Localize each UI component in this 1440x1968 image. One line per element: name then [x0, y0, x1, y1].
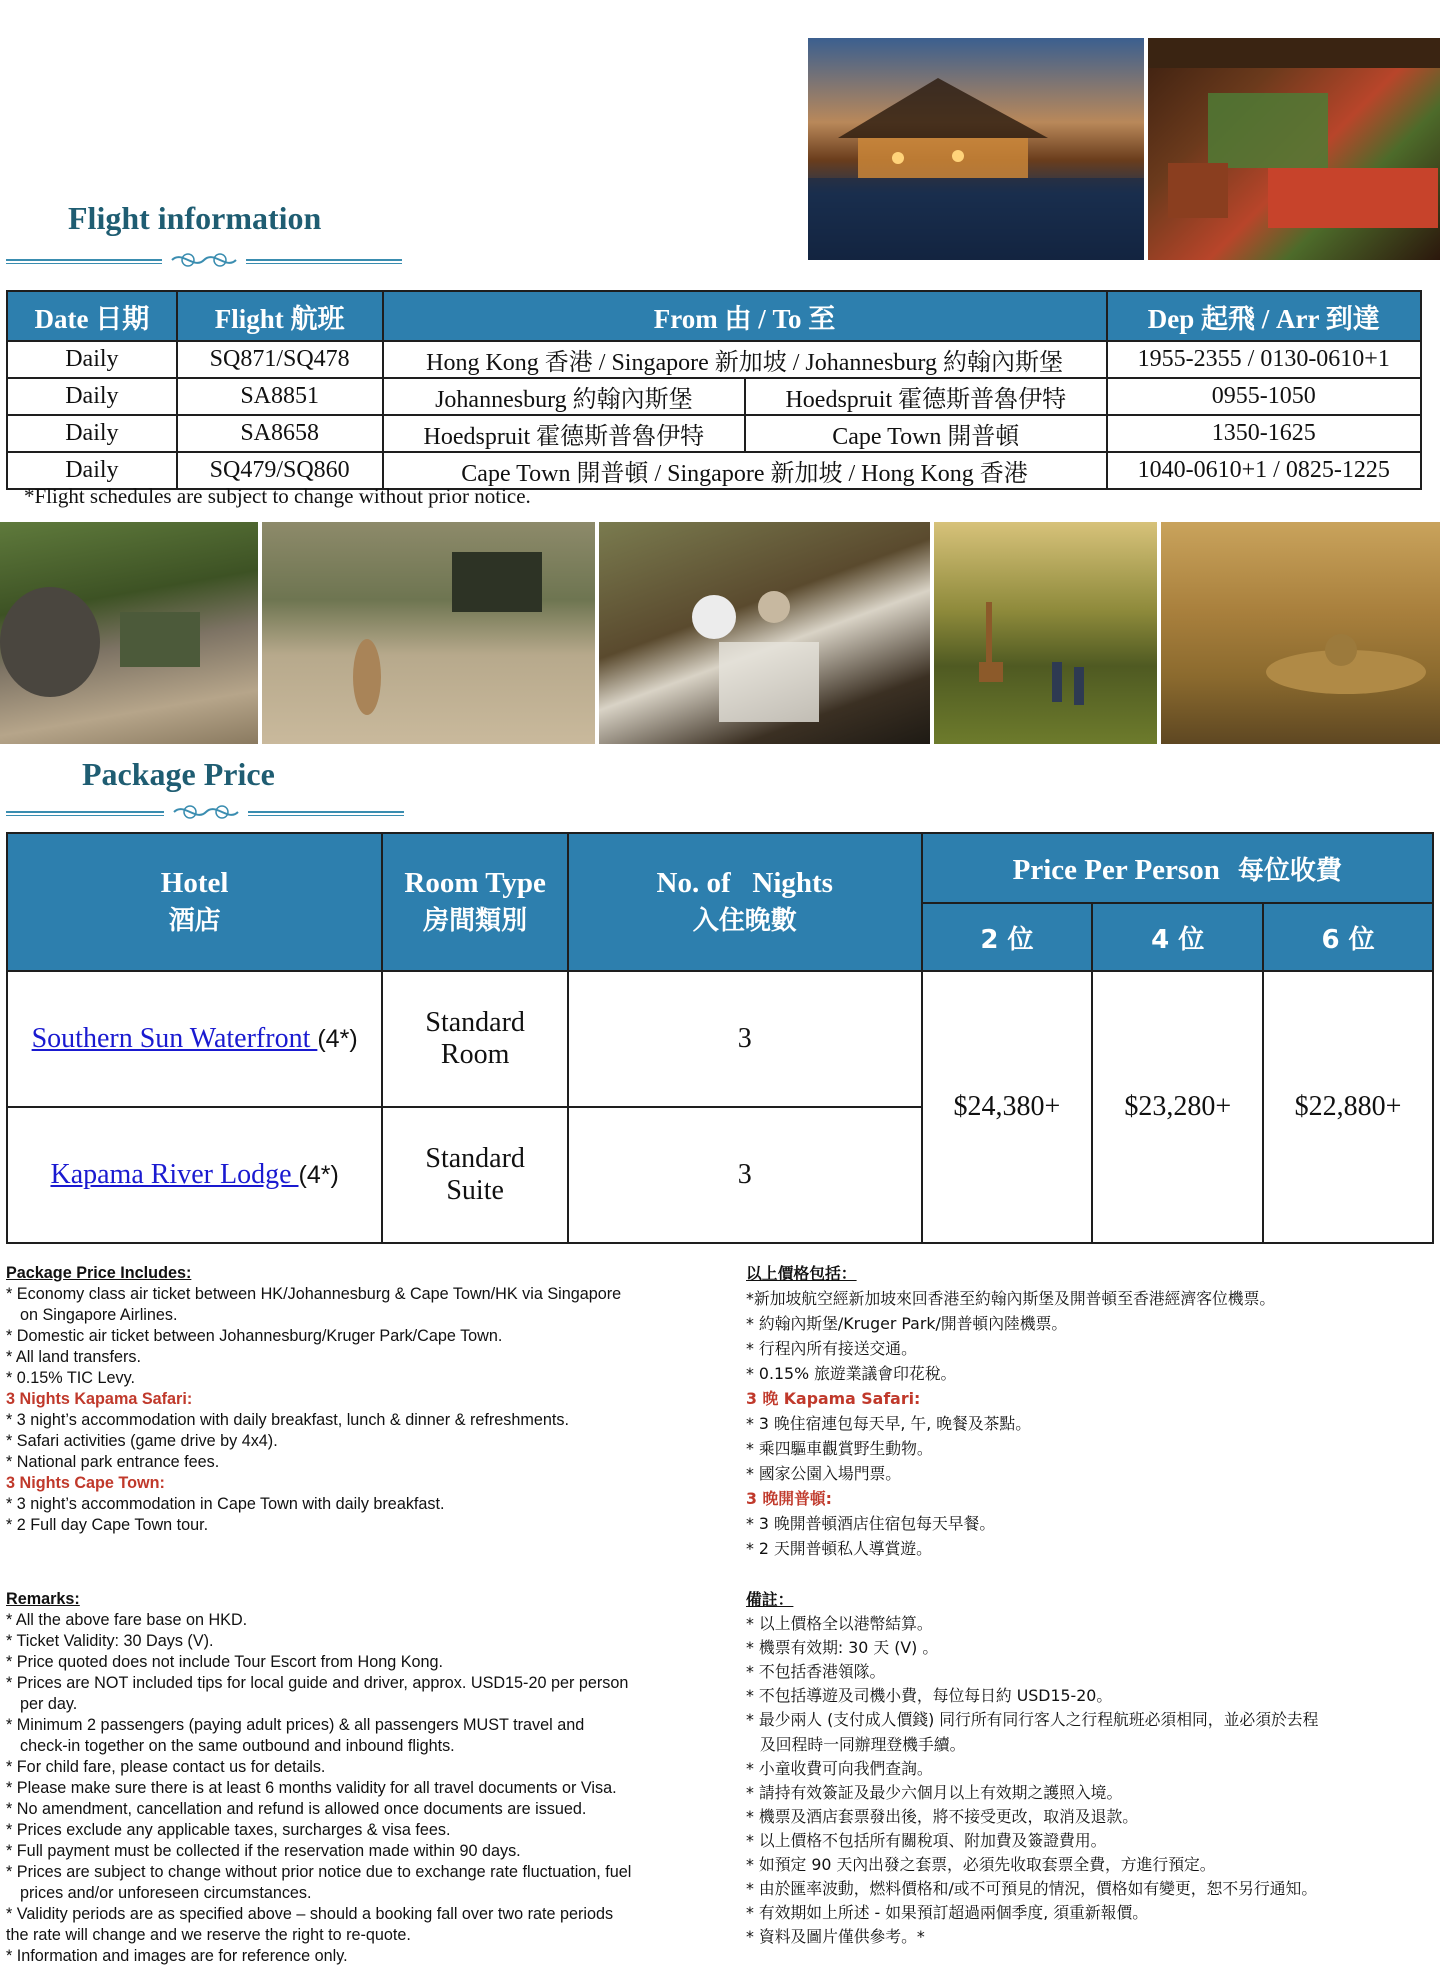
includes-en-line: * 3 night’s accommodation with daily breakfast, lunch & dinner & refreshments. — [6, 1411, 569, 1429]
package-title-divider — [6, 800, 404, 824]
hotel-cell — [7, 1107, 382, 1243]
header-date: Date 日期 — [7, 291, 177, 341]
remark-cn-line: * 機票及酒店套票發出後，將不接受更改，取消及退款。 — [746, 1806, 1139, 1826]
header-nights-en: No. of Nights — [656, 867, 833, 899]
remarks-cn-heading: 備註： — [746, 1590, 794, 1609]
header-flight: Flight 航班 — [177, 291, 383, 341]
cape-cn-heading: 3 晚開普頓: — [746, 1489, 832, 1508]
includes-cn-line: * 行程內所有接送交通。 — [746, 1339, 917, 1358]
hotel-rating: (4*) — [298, 1161, 339, 1189]
package-price-table — [6, 832, 1434, 1244]
hotel-row — [7, 971, 1433, 1107]
price-4-pax: $23,280+ — [1092, 971, 1263, 1243]
includes-cn-heading: 以上價格包括： — [746, 1264, 857, 1283]
flight-from: Hoedspruit 霍德斯普魯伊特 — [383, 415, 745, 452]
room-type-cell — [382, 971, 568, 1107]
header-price-cn: 每位收費 — [1237, 855, 1342, 886]
includes-en-line: * Domestic air ticket between Johannesburg/Kruger Park/Cape Town. — [6, 1327, 503, 1345]
room-type-cell — [382, 1107, 568, 1243]
header-room-cn: 房間類別 — [423, 906, 528, 936]
remark-cn-line: * 機票有效期: 30 天 (V) 。 — [746, 1638, 939, 1658]
remarks-en-heading: Remarks: — [6, 1590, 80, 1608]
giraffe-walk-photo — [934, 522, 1157, 744]
price-6-pax: $22,880+ — [1263, 971, 1433, 1243]
lodge-room-photo — [1148, 38, 1440, 260]
remark-en-line: * All the above fare base on HKD. — [6, 1611, 248, 1629]
flight-schedule-note: *Flight schedules are subject to change without prior notice. — [24, 484, 531, 508]
lion-road-photo — [262, 522, 595, 744]
includes-en-line: * All land transfers. — [6, 1348, 141, 1366]
elephant-game-drive-photo — [0, 522, 258, 744]
includes-en-line: * Economy class air ticket between HK/Johannesburg & Cape Town/HK via Singapore — [6, 1285, 622, 1303]
header-nights — [568, 833, 921, 971]
remark-cn-line: * 最少兩人 (支付成人價錢) 同行所有同行客人之行程航班必須相同，並必須於去程 — [746, 1710, 1319, 1730]
header-pax-2: 2 位 — [922, 903, 1093, 971]
remark-en-line: * Please make sure there is at least 6 months validity for all travel documents or Visa. — [6, 1779, 617, 1797]
remark-cn-line: * 不包括香港領隊。 — [746, 1662, 886, 1682]
leopard-grass-photo — [1161, 522, 1440, 744]
room-type-line1: Standard — [425, 1007, 525, 1038]
remark-en-line: * No amendment, cancellation and refund is allowed once documents are issued. — [6, 1800, 587, 1818]
nights-cell: 3 — [568, 971, 921, 1107]
flight-route: Cape Town 開普頓 / Singapore 新加坡 / Hong Kong 香港 — [383, 452, 1107, 489]
remark-en-line: * Prices are subject to change without prior notice due to exchange rate fluctuation, fuel — [6, 1863, 632, 1881]
remark-en-line: * For child fare, please contact us for details. — [6, 1758, 326, 1776]
includes-en-line: * 3 night’s accommodation in Cape Town with daily breakfast. — [6, 1495, 445, 1513]
includes-en-line: * 2 Full day Cape Town tour. — [6, 1516, 209, 1534]
flight-row — [7, 341, 1421, 378]
remark-en-line: * Prices exclude any applicable taxes, surcharges & visa fees. — [6, 1821, 451, 1839]
flight-number: SA8851 — [177, 378, 383, 415]
price-2-pax: $24,380+ — [922, 971, 1093, 1243]
flight-row — [7, 378, 1421, 415]
includes-cn-line: * 國家公園入場門票。 — [746, 1464, 902, 1483]
hotel-link-kapama-river-lodge[interactable]: Kapama River Lodge — [50, 1159, 299, 1190]
flight-time: 1955-2355 / 0130-0610+1 — [1107, 341, 1421, 378]
header-time: Dep 起飛 / Arr 到達 — [1107, 291, 1421, 341]
remark-en-line: * Validity periods are as specified above – should a booking fall over two rate periods — [6, 1905, 614, 1923]
remark-cn-line: * 請持有效簽証及最少六個月以上有效期之護照入境。 — [746, 1782, 1123, 1802]
flight-header-row — [7, 291, 1421, 341]
safari-en-heading: 3 Nights Kapama Safari: — [6, 1390, 193, 1408]
includes-cn-line: *新加坡航空經新加坡來回香港至約翰內斯堡及開普頓至香港經濟客位機票。 — [746, 1289, 1276, 1308]
header-pax-4: 4 位 — [1092, 903, 1263, 971]
remark-en-line: the rate will change and we reserve the right to re-quote. — [6, 1926, 411, 1944]
header-pax-6: 6 位 — [1263, 903, 1433, 971]
safari-cn-heading: 3 晚 Kapama Safari: — [746, 1389, 921, 1408]
remark-cn-line: * 如預定 90 天內出發之套票，必須先收取套票全費，方進行預定。 — [746, 1855, 1216, 1875]
lodge-pool-photo — [808, 38, 1144, 260]
flight-row — [7, 415, 1421, 452]
remark-en-line: * Ticket Validity: 30 Days (V). — [6, 1632, 214, 1650]
remark-cn-line: * 以上價格不包括所有關稅項、附加費及簽證費用。 — [746, 1830, 1107, 1850]
includes-cn-line: * 3 晚開普頓酒店住宿包每天早餐。 — [746, 1514, 996, 1533]
includes-cn-block — [746, 1261, 1436, 1561]
flight-time: 1350-1625 — [1107, 415, 1421, 452]
room-type-line2: Room — [440, 1039, 510, 1070]
remark-en-line: * Price quoted does not include Tour Escort from Hong Kong. — [6, 1653, 444, 1671]
flight-number: SA8658 — [177, 415, 383, 452]
package-section-title: Package Price — [82, 756, 275, 792]
remark-cn-line: 及回程時一同辦理登機手續。 — [760, 1734, 966, 1754]
remarks-cn-block — [746, 1588, 1436, 1949]
flight-to: Hoedspruit 霍德斯普魯伊特 — [745, 378, 1106, 415]
remark-en-line: check-in together on the same outbound and inbound flights. — [20, 1737, 455, 1755]
includes-cn-line: * 3 晚住宿連包每天早, 午, 晚餐及茶點。 — [746, 1414, 1032, 1433]
header-hotel-en: Hotel — [160, 867, 229, 899]
remark-cn-line: * 有效期如上所述 - 如果預訂超過兩個季度, 須重新報價。 — [746, 1903, 1149, 1923]
remark-en-line: per day. — [20, 1695, 78, 1713]
hotel-rating: (4*) — [317, 1025, 358, 1053]
includes-en-line: * National park entrance fees. — [6, 1453, 220, 1471]
header-hotel — [7, 833, 382, 971]
flight-to: Cape Town 開普頓 — [745, 415, 1106, 452]
includes-cn-line: * 乘四驅車觀賞野生動物。 — [746, 1439, 933, 1458]
flight-time: 0955-1050 — [1107, 378, 1421, 415]
flight-date: Daily — [7, 341, 177, 378]
remark-cn-line: * 由於匯率波動，燃料價格和/或不可預見的情況，價格如有變更，恕不另行通知。 — [746, 1879, 1318, 1899]
room-type-line1: Standard — [425, 1143, 525, 1174]
remark-en-line: * Full payment must be collected if the reservation made within 90 days. — [6, 1842, 521, 1860]
remark-cn-line: * 小童收費可向我們查詢。 — [746, 1758, 933, 1778]
includes-en-block — [6, 1263, 726, 1536]
flight-date: Daily — [7, 378, 177, 415]
flight-date: Daily — [7, 415, 177, 452]
cape-en-heading: 3 Nights Cape Town: — [6, 1474, 165, 1492]
guests-game-drive-photo — [599, 522, 930, 744]
includes-en-line: * 0.15% TIC Levy. — [6, 1369, 135, 1387]
price-header-row — [7, 833, 1433, 903]
includes-en-line: * Safari activities (game drive by 4x4). — [6, 1432, 278, 1450]
flight-number: SQ479/SQ860 — [177, 452, 383, 489]
flight-date: Daily — [7, 452, 177, 489]
remarks-en-block — [6, 1589, 726, 1967]
includes-en-line: on Singapore Airlines. — [20, 1306, 178, 1324]
header-nights-cn: 入住晚數 — [692, 906, 797, 936]
includes-cn-line: * 2 天開普頓私人導賞遊。 — [746, 1539, 932, 1558]
room-type-line2: Suite — [446, 1175, 504, 1206]
hotel-cell — [7, 971, 382, 1107]
flight-route: Hong Kong 香港 / Singapore 新加坡 / Johannesburg 約翰內斯堡 — [383, 341, 1107, 378]
remark-cn-line: * 不包括導遊及司機小費，每位每日約 USD15-20。 — [746, 1686, 1113, 1706]
header-price-per-person — [922, 833, 1434, 903]
remark-en-line: * Prices are NOT included tips for local guide and driver, approx. USD15-20 per person — [6, 1674, 629, 1692]
nights-cell: 3 — [568, 1107, 921, 1243]
flight-section-title: Flight information — [68, 200, 322, 236]
header-room-type — [382, 833, 568, 971]
header-room-en: Room Type — [404, 867, 546, 899]
flight-title-divider — [6, 248, 402, 272]
header-route: From 由 / To 至 — [383, 291, 1107, 341]
header-price-en: Price Per Person — [1012, 853, 1220, 886]
includes-cn-line: * 0.15% 旅遊業議會印花稅。 — [746, 1364, 957, 1383]
remark-cn-line: * 資料及圖片僅供參考。* — [746, 1927, 925, 1947]
includes-cn-line: * 約翰內斯堡/Kruger Park/開普頓內陸機票。 — [746, 1314, 1068, 1333]
header-hotel-cn: 酒店 — [168, 906, 221, 936]
flight-schedule-table — [6, 290, 1422, 490]
remark-en-line: * Minimum 2 passengers (paying adult prices) & all passengers MUST travel and — [6, 1716, 585, 1734]
remark-en-line: * Information and images are for reference only. — [6, 1947, 348, 1965]
remark-cn-line: * 以上價格全以港幣結算。 — [746, 1614, 933, 1634]
includes-en-heading: Package Price Includes: — [6, 1264, 192, 1282]
flight-number: SQ871/SQ478 — [177, 341, 383, 378]
remark-en-line: prices and/or unforeseen circumstances. — [20, 1884, 312, 1902]
flight-from: Johannesburg 約翰內斯堡 — [383, 378, 745, 415]
flight-time: 1040-0610+1 / 0825-1225 — [1107, 452, 1421, 489]
hotel-link-southern-sun[interactable]: Southern Sun Waterfront — [31, 1023, 318, 1054]
